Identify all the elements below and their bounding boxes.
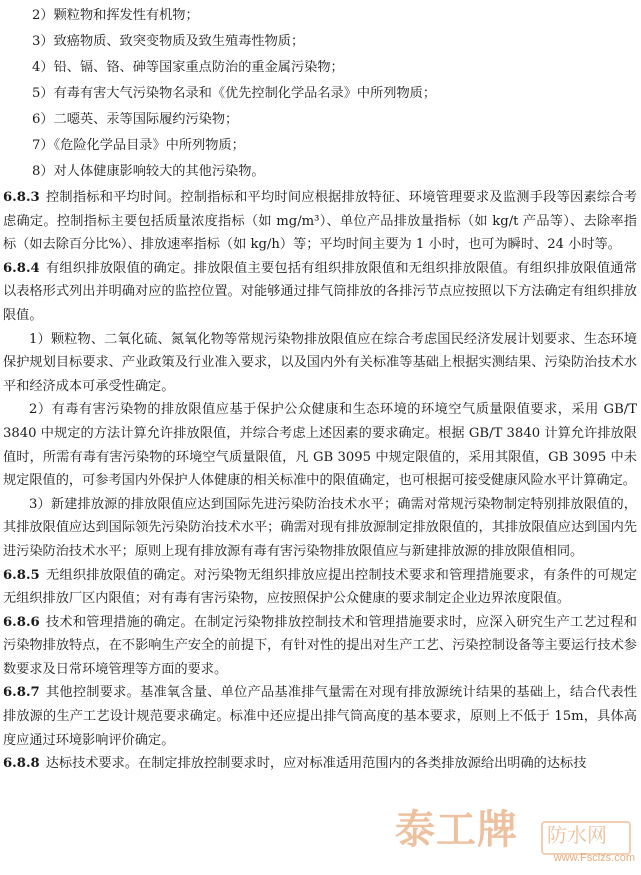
list-item: 6）二噁英、汞等国际履约污染物； [32,112,239,127]
section-6-8-7 [0,681,641,752]
list-item: 4）铅、镉、铬、砷等国家重点防治的重金属污染物； [32,60,344,75]
watermark-site: www.Fsclzs.com [553,852,635,865]
watermark-box [541,821,631,855]
section-text: 无组织排放限值的确定。对污染物无组织排放应提出控制技术要求和管理措施要求，有条件的可规定无组织排放厂区内限值；对有毒有害污染物，应按照保护公众健康的要求制定企业边界浓度限值。 [3,567,637,607]
section-6-8-8 [0,752,641,776]
watermark-logo [395,807,635,873]
paragraph-2: 2）有毒有害污染物的排放限值应基于保护公众健康和生态环境的环境空气质量限值要求，采用 GB/T 3840 中规定的方法计算允许排放限值，并综合考虑上述因素的要求确定。根据 GB/T 3840 计算允许排放限值时，所需有毒有害污染物的环境空气质量限值，凡 GB 3095 中规定限值的，采用其限值，GB 3095 中未规定限值的，可参考国内外保护人体健康的相关标准中的限值确定，也可根据可接受健康风险水平计算确定。 [3,402,637,489]
list-item: 3）致癌物质、致突变物质及致生殖毒性物质； [32,34,305,49]
section-6-8-6 [0,611,641,682]
watermark-box-text: 防水网 [547,823,607,847]
section-number: 6.8.7 [3,685,40,701]
section-number: 6.8.6 [3,614,40,630]
paragraph-3: 3）新建排放源的排放限值应达到国际先进污染防治技术水平；确需对常规污染物制定特别排放限值的，其排放限值应达到国际领先污染防治技术水平；确需对现有排放源制定排放限值的，其排放限值应达到国内先进污染防治技术水平；原则上现有排放源有毒有害污染物排放限值应与新建排放源的排放限值相同。 [3,496,637,559]
list-item: 8）对人体健康影响较大的其他污染物。 [32,164,265,179]
section-number: 6.8.8 [3,756,40,772]
list-item: 2）颗粒物和挥发性有机物； [32,8,199,23]
section-6-8-4 [0,257,641,328]
section-text: 达标技术要求。在制定排放控制要求时，应对标准适用范围内的各类排放源给出明确的达标技 [45,756,587,772]
list-item: 5）有毒有害大气污染物名录和《优先控制化学品名录》中所列物质； [32,86,437,101]
paragraph-1: 1）颗粒物、二氧化硫、氮氧化物等常规污染物排放限值应在综合考虑国民经济发展计划要求、生态环境保护规划目标要求、产业政策及行业准入要求，以及国内外有关标准等基础上根据实测结果、污染防治技术水平和经济成本可承受性确定。 [3,331,637,394]
section-6-8-3 [0,186,641,257]
section-text: 其他控制要求。基准氧含量、单位产品基准排气量需在对现有排放源统计结果的基础上，结合代表性排放源的生产工艺设计规范要求确定。标准中还应提出排气筒高度的基本要求，原则上不低于 15m，具体高度应通过环境影响评价确定。 [3,685,637,748]
watermark-brand: 泰工牌 [395,807,518,853]
section-text: 技术和管理措施的确定。在制定污染物排放控制技术和管理措施要求时，应深入研究生产工艺过程和污染物排放特点，在不影响生产安全的前提下，有针对性的提出对生产工艺、污染控制设备等主要运行技术参数要求及日常环境管理等方面的要求。 [3,614,637,677]
section-number: 6.8.3 [3,190,40,205]
section-number: 6.8.5 [3,567,40,583]
section-6-8-5 [0,564,641,611]
list-item: 7）《危险化学品目录》中所列物质； [32,138,245,153]
section-text: 控制指标和平均时间。控制指标和平均时间应根据排放特征、环境管理要求及监测手段等因素综合考虑确定。控制指标主要包括质量浓度指标（如 mg/m³）、单位产品排放量指标（如 kg/t 产品等）、去除率指标（如去除百分比%）、排放速率指标（如 kg/h）等；平均时间主要为 1 小时，也可为瞬时、24 小时等。 [3,190,637,253]
section-number: 6.8.4 [3,260,40,276]
section-text: 有组织排放限值的确定。排放限值主要包括有组织排放限值和无组织排放限值。有组织排放限值通常以表格形式列出并明确对应的监控位置。对能够通过排气筒排放的各排污节点应按照以下方法确定有组织排放限值。 [3,260,637,323]
